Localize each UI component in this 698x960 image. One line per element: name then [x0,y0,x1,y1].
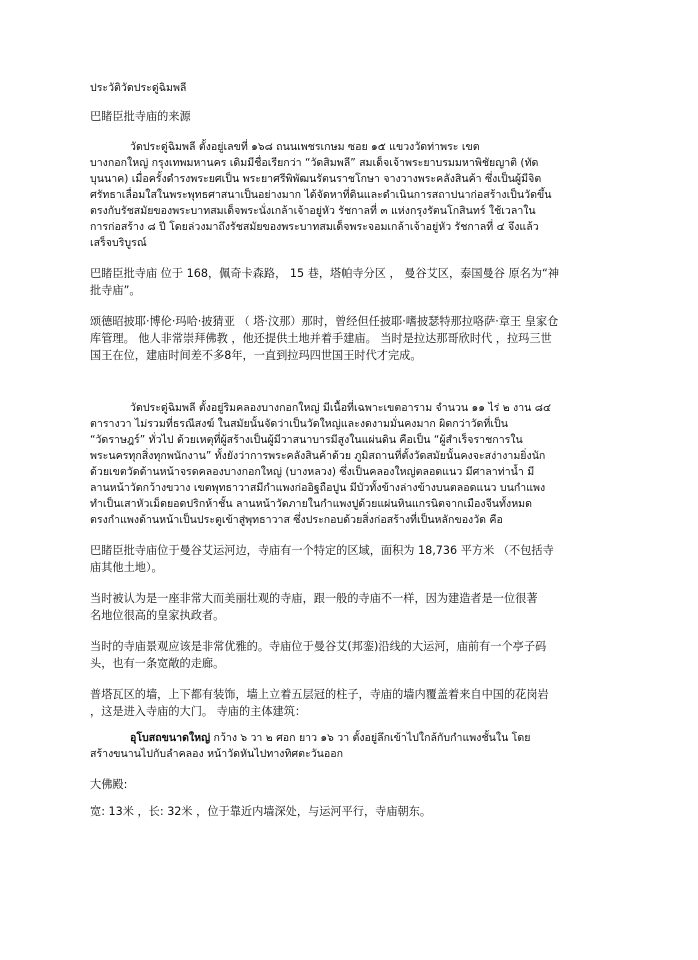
text-line: 名地位很高的皇家执政者。 [90,609,225,622]
text-line: 普塔瓦区的墙，上下都有装饰，墙上立着五层冠的柱子，寺庙的墙内覆盖着来自中国的花岗岩 [90,688,549,701]
ubosot-term: อุโบสถขนาดใหญ่ [130,732,211,744]
text-line: การก่อสร้าง ๘ ปี โดยล่วงมาถึงรัชสมัยของพระบาทสมเด็จพระจอมเกล้าเจ้าอยู่หัว รัชกาลที่ ๔ จึงแล้ว [90,221,539,233]
paragraph-thai-origin [90,139,630,251]
text-line: ทำเป็นเสาหัวเม็ดยอดปริกห้าชั้น ลานหน้าวัดภายในกำแพงปูด้วยแผ่นหินแกรนิตจากเมืองจีนทั้งหมด [90,498,533,510]
text-line: 当时的寺庙景观应该是非常优雅的。寺庙位于曼谷艾(邦銮)沿线的大运河，庙前有一个亭子码 [90,640,547,653]
text-line: ตรงกับรัชสมัยของพระบาทสมเด็จพระนั่งเกล้าเจ้าอยู่หัว รัชกาลที่ ๓ แห่งกรุงรัตนโกสินทร์ ใช้เวลาใน [90,205,536,217]
paragraph-chinese-location [90,265,630,299]
text-line: ลานหน้าวัดกว้างขวาง เขตพุทธาวาสมีกำแพงก่ออิฐถือปูน มีบัวทั้งข้างล่างข้างบนตลอดแนว บนกำแพง [90,482,546,494]
text-line: 颂德昭披耶·博伦·玛哈·披猜亚 （ 塔·汶那）那时，曾经但任披耶·嗜披瑟特那拉咯萨·章王 皇家仓 [90,315,559,328]
text-line: 批寺庙”。 [90,284,141,297]
text-line: 庙其他土地）。 [90,561,163,574]
text-line: ，这是进入寺庙的大门。 寺庙的主体建筑： [90,705,307,718]
title-chinese: 巴睹臣批寺庙的来源 [90,110,191,123]
paragraph-chinese-wall [90,686,630,720]
text-line: 巴睹臣批寺庙位于曼谷艾运河边，寺庙有一个特定的区域，面积为 18,736 平方米 （不包括寺 [90,544,554,557]
text-line: บางกอกใหญ่ กรุงเทพมหานคร เดิมมีชื่อเรียกว่า “วัดสิมพลี” สมเด็จเจ้าพระยาบรมมหาพิชัยญาติ (ทัด [90,157,539,169]
paragraph-chinese-area [90,542,630,576]
document-content [90,80,630,820]
text-line: 库管理。 他人非常崇拜佛教 ，他还提供土地并着手建庙。 当时是拉达那哥欣时代 ，拉玛三世 [90,332,552,345]
paragraph-thai-location [90,400,630,528]
text-line: 头，也有一条宽敞的走廊。 [90,657,225,670]
paragraph-chinese-history [90,313,630,364]
paragraph-chinese-dimensions: 宽: 13米 ，长: 32米 ，位于靠近内墙深处，与运河平行，寺庙朝东。 [90,805,432,818]
text-line: สร้างขนานไปกับลำคลอง หน้าวัดหันไปทางทิศตะวันออก [90,748,344,760]
heading-great-hall: 大佛殿: [90,778,128,791]
spacer [90,378,630,400]
text-line: บุนนาค) เมื่อครั้งดำรงพระยศเป็น พระยาศรีพิพัฒนรัตนราชโกษา จางวางพระคลังสินค้า ซึ่งเป็นผู้มีจิต [90,173,542,185]
paragraph-thai-ubosot [90,730,630,762]
text-line: วัดประดู่ฉิมพลี ตั้งอยู่เลขที่ ๑๖๘ ถนนเพชรเกษม ซอย ๑๕ แขวงวัดท่าพระ เขต [130,141,480,153]
text-line [90,730,630,746]
text-line: “วัดราษฎร์” ทั่วไป ด้วยเหตุที่ผู้สร้างเป็นผู้มีวาสนาบารมีสูงในแผ่นดิน คือเป็น “ผู้สำเร็จราชการใน [90,434,523,446]
text-line: ตรงกำแพงด้านหน้าเป็นประตูเข้าสู่พุทธาวาส ซึ่งประกอบด้วยสิ่งก่อสร้างที่เป็นหลักของวัด คือ [90,514,503,526]
paragraph-chinese-landscape [90,638,630,672]
ubosot-description: กว้าง ๖ วา ๒ ศอก ยาว ๑๖ วา ตั้งอยู่ลึกเข้าไปใกล้กับกำแพงชั้นใน โดย [210,732,531,744]
text-line: 国王在位，建庙时间差不多8年，一直到拉玛四世国王时代才完成。 [90,349,422,362]
title-thai: ประวัติวัดประดู่ฉิมพลี [90,82,187,94]
text-line: 巴睹臣批寺庙 位于 168，佩奇卡森路， 15 巷，塔帕寺分区 ， 曼谷艾区，泰国曼谷 原名为“神 [90,267,560,280]
text-line: ตารางวา ไม่รวมที่ธรณีสงฆ์ ในสมัยนั้นจัดว่าเป็นวัดใหญ่และงดงามมั่นคงมาก ผิดกว่าวัดที่เป็น [90,418,508,430]
paragraph-chinese-builder [90,590,630,624]
text-line: วัดประดู่ฉิมพลี ตั้งอยู่ริมคลองบางกอกใหญ่ มีเนื้อที่เฉพาะเขตอาราม จำนวน ๑๑ ไร่ ๒ งาน ๘๔ [130,402,551,414]
text-line: พระนครทุกสิ่งทุกพนักงาน” ทั้งยังว่าการพระคลังสินค้าด้วย ภูมิสถานที่ตั้งวัดสมัยนั้นคงจะสง่างามยิ่งนัก [90,450,546,462]
text-line: เสร็จบริบูรณ์ [90,237,147,249]
text-line: ด้วยเขตวัดด้านหน้าจรดคลองบางกอกใหญ่ (บางหลวง) ซึ่งเป็นคลองใหญ่ตลอดแนว มีศาลาท่าน้ำ มี [90,466,535,478]
text-line: 当时被认为是一座非常大而美丽壮观的寺庙，跟一般的寺庙不一样，因为建造者是一位很著 [90,592,538,605]
text-line: ศรัทธาเลื่อมใสในพระพุทธศาสนาเป็นอย่างมาก ได้จัดหาที่ดินและดำเนินการสถาปนาก่อสร้างเป็นวัดขึ้น [90,189,552,201]
